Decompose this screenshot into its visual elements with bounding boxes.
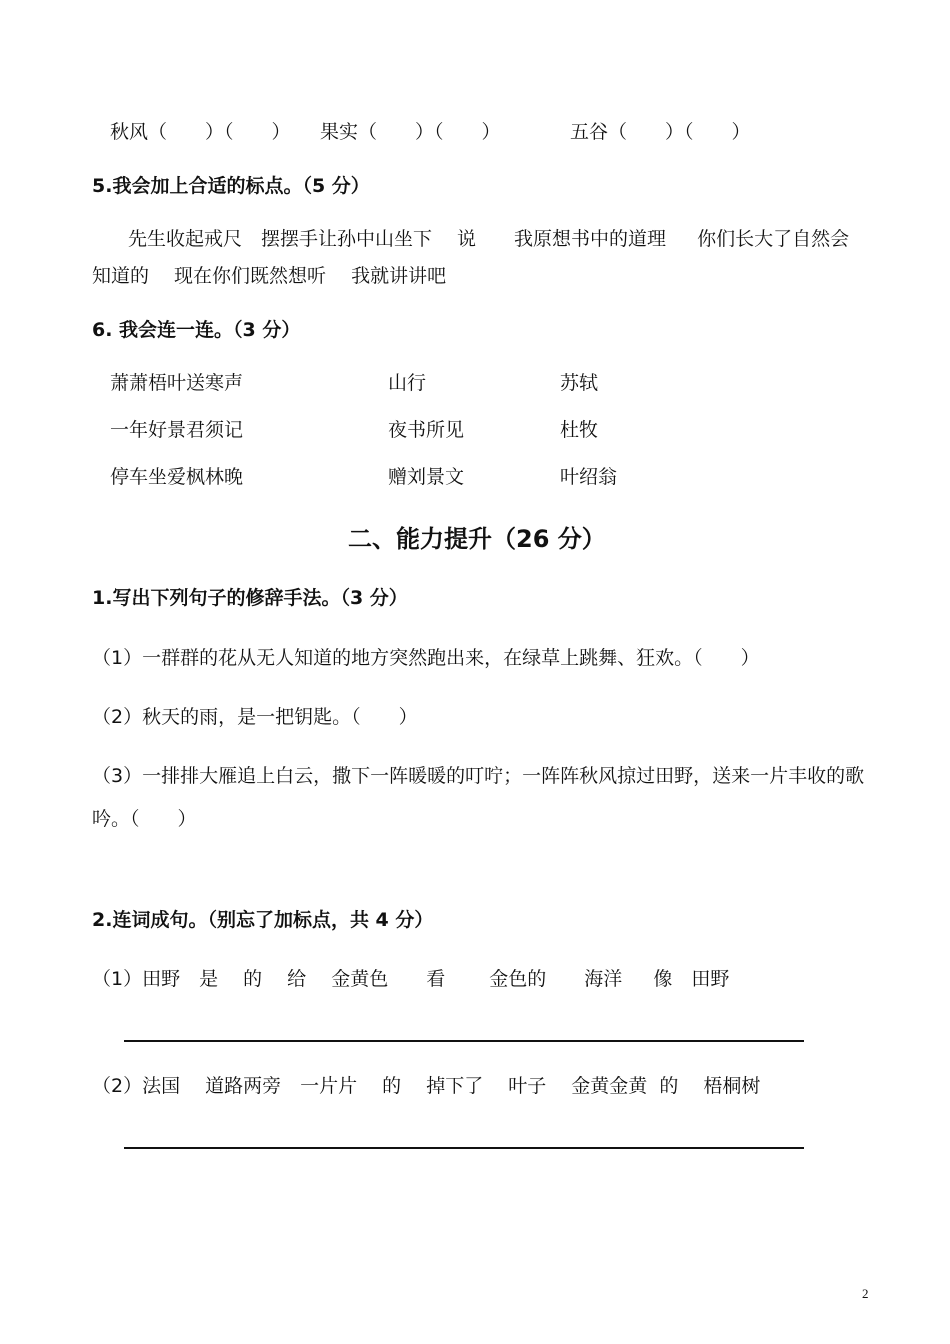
s2q1-heading: 1.写出下列句子的修辞手法。（3 分）: [92, 587, 408, 609]
q4-word-3: 五谷（ ）（ ）: [570, 121, 751, 143]
s2q1-item-3-line-1: （3）一排排大雁追上白云，撒下一阵暖暖的叮咛；一阵阵秋风掠过田野，送来一片丰收的歌: [92, 765, 865, 787]
s2q1-item-1: （1）一群群的花从无人知道的地方突然跑出来，在绿草上跳舞、狂欢。（ ）: [92, 647, 760, 669]
s2q1-item-3-line-2: 吟。（ ）: [92, 808, 197, 830]
q4-word-1: 秋风（ ）（ ）: [110, 121, 291, 143]
s2q2-item-1: （1）田野 是 的 给 金黄色 看 金色的 海洋 像 田野: [92, 968, 730, 990]
q5-passage-line-1: 先生收起戒尺 摆摆手让孙中山坐下 说 我原想书中的道理 你们长大了自然会: [128, 228, 850, 250]
q4-word-2: 果实（ ）（ ）: [320, 121, 501, 143]
q5-heading: 5.我会加上合适的标点。（5 分）: [92, 175, 370, 197]
answer-line-2[interactable]: [124, 1147, 804, 1149]
s2q2-heading: 2.连词成句。（别忘了加标点，共 4 分）: [92, 909, 434, 931]
q6-poem-title-1: 山行: [388, 372, 427, 394]
q6-poem-line-3: 停车坐爱枫林晚: [110, 466, 244, 488]
q5-passage-line-2: 知道的 现在你们既然想听 我就讲讲吧: [92, 265, 447, 287]
q6-poet-1: 苏轼: [560, 372, 599, 394]
q6-poem-title-3: 赠刘景文: [388, 466, 465, 488]
page-number: 2: [862, 1286, 869, 1301]
q6-poem-line-1: 萧萧梧叶送寒声: [110, 372, 244, 394]
q6-poet-2: 杜牧: [560, 419, 599, 441]
section-2-title: 二、能力提升（26 分）: [348, 525, 606, 553]
q6-poem-line-2: 一年好景君须记: [110, 419, 244, 441]
q6-heading: 6. 我会连一连。（3 分）: [92, 319, 301, 341]
s2q1-item-2: （2）秋天的雨，是一把钥匙。（ ）: [92, 706, 418, 728]
q6-poet-3: 叶绍翁: [560, 466, 618, 488]
answer-line-1[interactable]: [124, 1040, 804, 1042]
q6-poem-title-2: 夜书所见: [388, 419, 465, 441]
s2q2-item-2: （2）法国 道路两旁 一片片 的 掉下了 叶子 金黄金黄 的 梧桐树: [92, 1075, 761, 1097]
